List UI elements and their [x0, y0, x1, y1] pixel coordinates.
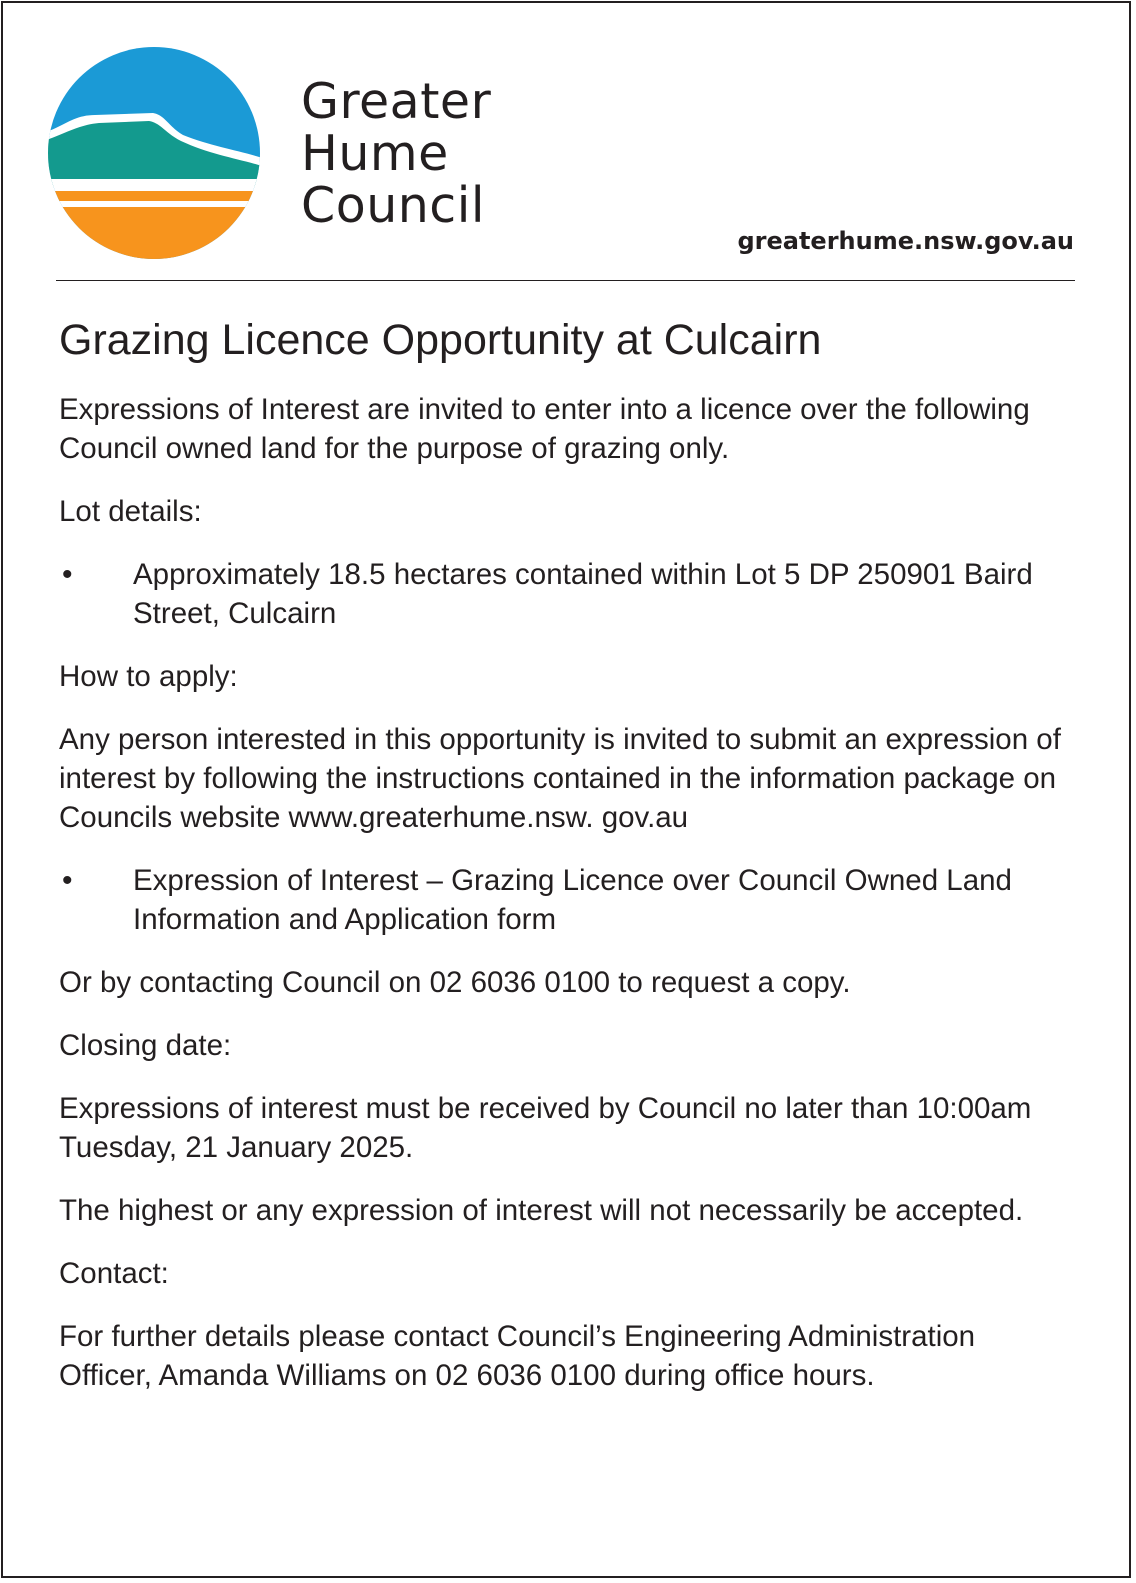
council-logo-icon — [43, 47, 265, 259]
bullet-icon: • — [62, 558, 73, 591]
lot-details-text: Approximately 18.5 hectares contained within Lot 5 DP 250901 Baird Street, Culcairn — [133, 558, 1033, 630]
notice-title: Grazing Licence Opportunity at Culcairn — [59, 316, 822, 364]
application-form-text: Expression of Interest – Grazing Licence over Council Owned Land Information and Application form — [133, 864, 1012, 936]
contact-heading: Contact: — [59, 1257, 169, 1290]
application-form-item — [59, 861, 1069, 939]
how-to-apply-paragraph: Any person interested in this opportunity is invited to submit an expression of interest by following the instructions contained in the information package on Councils website www.greaterhume.nsw. gov.au — [59, 723, 1061, 834]
logo-sun — [43, 207, 265, 259]
council-name-line-1: Greater — [301, 73, 492, 130]
bullet-icon: • — [62, 864, 73, 897]
header-divider — [56, 280, 1075, 281]
contact-phone-paragraph: Or by contacting Council on 02 6036 0100 to request a copy. — [59, 966, 851, 999]
how-to-apply-heading: How to apply: — [59, 660, 238, 693]
closing-date-paragraph: Expressions of interest must be received by Council no later than 10:00am Tuesday, 21 January 2025. — [59, 1092, 1032, 1164]
lot-details-heading: Lot details: — [59, 495, 202, 528]
council-name — [301, 73, 492, 234]
website-link[interactable]: greaterhume.nsw.gov.au — [737, 227, 1074, 255]
notice-body — [59, 313, 1069, 1419]
contact-paragraph: For further details please contact Council’s Engineering Administration Officer, Amanda Williams on 02 6036 0100 during office hours. — [59, 1320, 976, 1392]
lot-details-item — [59, 555, 1069, 633]
disclaimer-paragraph: The highest or any expression of interest will not necessarily be accepted. — [59, 1194, 1024, 1227]
closing-date-heading: Closing date: — [59, 1029, 232, 1062]
council-name-line-3: Council — [301, 177, 485, 234]
council-name-line-2: Hume — [301, 125, 449, 182]
intro-paragraph: Expressions of Interest are invited to enter into a licence over the following Council owned land for the purpose of grazing only. — [59, 393, 1030, 465]
